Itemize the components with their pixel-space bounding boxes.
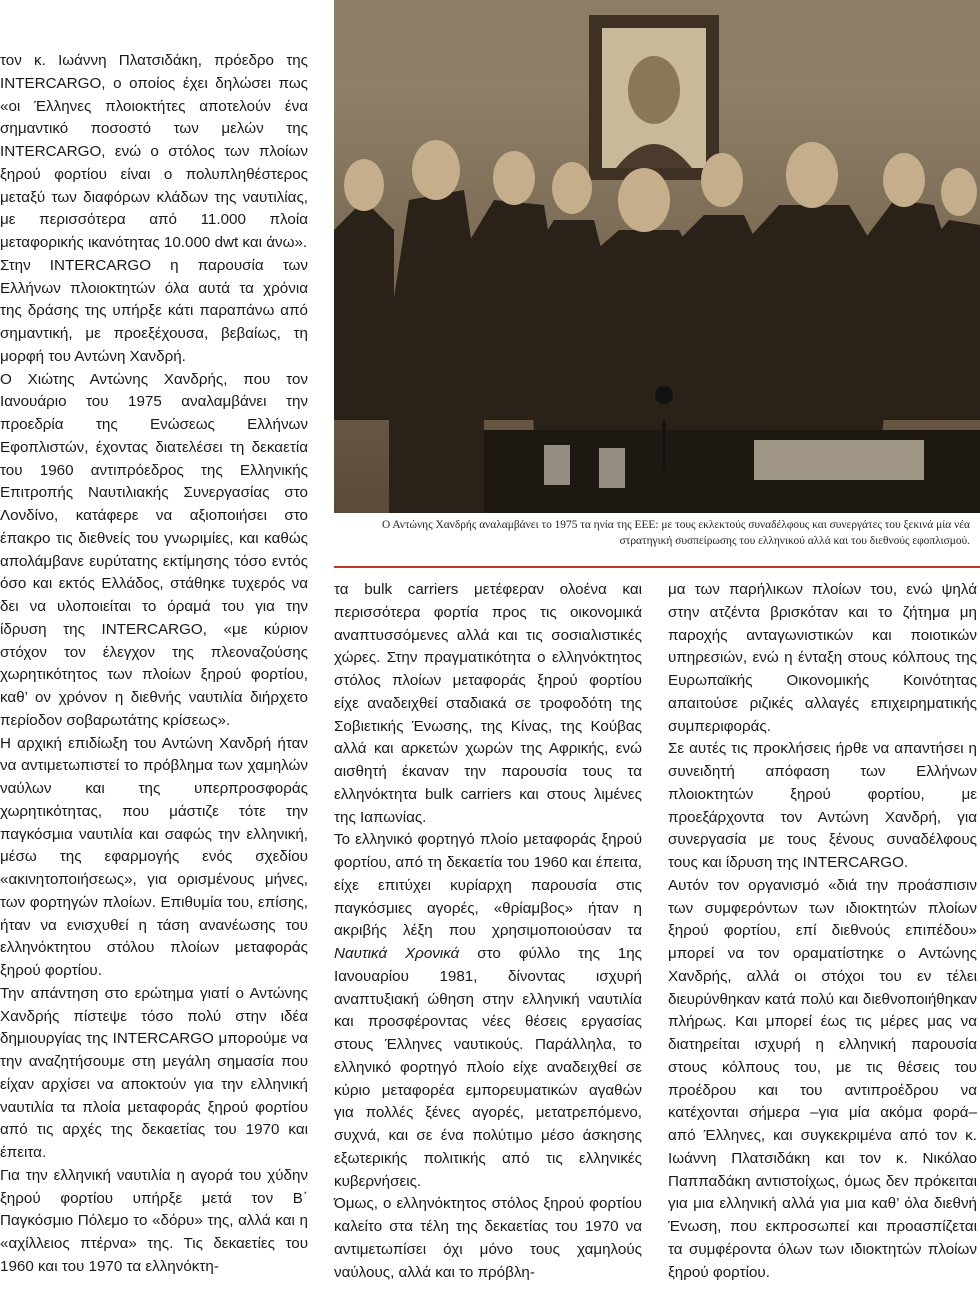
paragraph: μα των παρήλικων πλοίων του, ενώ ψηλά στην ατζέντα βρισκόταν και το ζήτημα μη παροχής ανταγωνιστικών και ποιοτικών υπηρεσιών, ενώ η ένταξη στους κόλπους της Ευρωπαϊκής Οικονομικής Κοινότητας απαιτούσε ριζικές αλλαγές επιχειρηματικής συμπεριφοράς.	[668, 581, 977, 735]
paragraph: Όμως, ο ελληνόκτητος στόλος ξηρού φορτίου καλείτο στα τέλη της δεκαετίας του 1970 να αντιμετωπίσει όχι μόνο τους χαμηλούς ναύλους, αλλά και το πρόβλη-	[334, 1195, 642, 1281]
paragraph: Την απάντηση στο ερώτημα γιατί ο Αντώνης Χανδρής πίστεψε τόσο πολύ στην ιδέα δημιουργίας της INTERCARGO μπορούμε να την αναζητήσουμε στη μεγάλη σημασία που είχαν αρχίσει να αποκτούν για την ελληνική ναυτιλία τα πλοία μεταφοράς ξηρού φορτίου από τις αρχές της δεκαετίας του 1970 και έπειτα.	[0, 984, 308, 1161]
photo-caption: Ο Αντώνης Χανδρής αναλαμβάνει το 1975 τα ηνία της ΕΕΕ: με τους εκλεκτούς συναδέλφους και συνεργάτες του ξεκινά μία νέα στρατηγική συσπείρωσης του ελληνικού αλλά και του διεθνούς εφοπλισμού.	[381, 519, 970, 547]
group-photo-illustration	[334, 0, 980, 513]
paragraph: τον κ. Ιωάννη Πλατσιδάκη, πρόεδρο της INTERCARGO, ο οποίος έχει δηλώσει πως «οι Έλληνες πλοιοκτήτες αποτελούν ένα σημαντικό ποσοστό των μελών της INTERCARGO, ενώ ο στόλος των πλοίων ξηρού φορτίου είναι ο πολυπληθέστερος μεταξύ των διαφόρων κλάδων της ναυτιλίας, με περισσότερα από 11.000 πλοία μεταφορικής ικανότητας 10.000 dwt και άνω».	[0, 52, 308, 251]
divider-rule	[334, 566, 980, 568]
paragraph: Αυτόν τον οργανισμό «διά την προάσπισιν των συμφερόντων των ιδιοκτητών πλοίων ξηρού φορτίου, επί διεθνούς επιπέδου» μπορεί να τον οραματίστηκε ο Αντώνης Χανδρής, αλλά οι στόχοι του εν τέλει διευρύνθηκαν κατά πολύ και διεθνοποιήθηκαν πλήρως. Και μπορεί έως τις μέρες μας να διατηρείται ισχυρή η ελληνική παρουσία στους κόλπους του, με τις θέσεις του προέδρου και του αντιπροέδρου να κατέχονται σήμερα –για μία ακόμα φορά– από Έλληνες, και συγκεκριμένα από τον κ. Ιωάννη Πλατσιδάκη και τον κ. Νικόλαο Παππαδάκη αντιστοίχως, όμως δεν πρόκειται για μια ελληνική αλλά για μια καθ’ όλα διεθνή Ένωση, που εκπροσωπεί και προασπίζεται τα συμφέροντα όλων των ιδιοκτητών πλοίων ξηρού φορτίου.	[668, 876, 977, 1281]
text-column-left	[0, 50, 308, 1279]
paragraph-text: στο φύλλο της 1ης Ιανουαρίου 1981, δίνοντας ισχυρή αναπτυξιακή ώθηση στην ελληνική ναυτιλία και προσφέροντας νέες θέσεις εργασίας στους Έλληνες ναυτικούς. Παράλληλα, το ελληνικό φορτηγό πλοίο είχε αναδειχθεί σε κύριο μεταφορέα εμπορευματικών αγαθών για πολλές ξένες αγορές, μετατρεπόμενο, συχνά, και σε ένα πολύτιμο μέσο άσκησης εξωτερικής πολιτικής από τις ελληνικές κυβερνήσεις.	[334, 945, 642, 1190]
paragraph: Στην INTERCARGO η παρουσία των Ελλήνων πλοιοκτητών όλα αυτά τα χρόνια της δράσης της υπήρξε κάτι παραπάνω από σημαντική, με προεξέχουσα, βεβαίως, τη μορφή του Αντώνη Χανδρή.	[0, 256, 308, 365]
paragraph: Σε αυτές τις προκλήσεις ήρθε να απαντήσει η συνειδητή απόφαση των Ελλήνων πλοιοκτητών ξηρού φορτίου, με προεξάρχοντα τον Αντώνη Χανδρή, για συνεργασία με τους ξένους συναδέλφους τους και ίδρυση της INTERCARGO.	[668, 740, 977, 871]
paragraph	[334, 829, 642, 1193]
historic-photo	[334, 0, 980, 513]
paragraph: Η αρχική επιδίωξη του Αντώνη Χανδρή ήταν να αντιμετωπιστεί το πρόβλημα των χαμηλών ναύλων και της υπερπροσφοράς χωρητικότητας, που μάστιζε τότε την παγκόσμια ναυτιλία και σαφώς την ελληνική, μέσω της εφαρμογής ενός σχεδίου «ακινητοποιήσεως», για ορισμένους μήνες, των φορτηγών πλοίων. Επιθυμία του, επίσης, ήταν να ενισχυθεί η τάση ανανέωσης του ελληνόκτητου στόλου πλοίων μεταφοράς ξηρού φορτίου.	[0, 734, 308, 979]
paragraph-text: Το ελληνικό φορτηγό πλοίο μεταφοράς ξηρού φορτίου, από τη δεκαετία του 1960 και έπειτα, είχε επιτύχει κυρίαρχη παρουσία στις παγκόσμιες αγορές, «θρίαμβος» ήταν η ακριβής λέξη που χρησιμοποιούσαν τα	[334, 831, 642, 940]
text-column-middle	[334, 579, 642, 1284]
paragraph: Ο Χιώτης Αντώνης Χανδρής, που τον Ιανουάριο του 1975 αναλαμβάνει την προεδρία της Ενώσεως Ελλήνων Εφοπλιστών, έχοντας διατελέσει τη δεκαετία του 1960 αντιπρόεδρος της Ελληνικής Επιτροπής Ναυτιλιακής Συνεργασίας στο Λονδίνο, κατάφερε να αξιοποιήσει στο έπακρο τις διεθνείς του γνωριμίες, και καθώς απολάμβανε ευρύτατης εκτίμησης τόσο εντός όσο και εκτός Ελλάδος, στάθηκε τυχερός να δει να υλοποιείται το όραμά του για την ίδρυση της INTERCARGO, «με κύριον στόχον τον έλεγχον της πλεοναζούσης χωρητικότητος των πλοίων ξηρού φορτίου, καθ’ ον χρόνον η διεθνής ναυτιλία διήρχετο περίοδον σοβαρωτάτης κρίσεως».	[0, 370, 308, 729]
text-column-right	[668, 579, 977, 1284]
newspaper-title: Ναυτικά Χρονικά	[334, 945, 460, 962]
paragraph: τα bulk carriers μετέφεραν ολοένα και περισσότερα φορτία προς τις οικονομικά αναπτυσσόμενες αλλά και τις σοσιαλιστικές χώρες. Στην πραγματικότητα ο ελληνόκτητος στόλος πλοίων μεταφοράς ξηρού φορτίου είχε αναδειχθεί σταδιακά σε τροφοδότη της Σοβιετικής Ένωσης, της Κίνας, της Κούβας αλλά και αρκετών χωρών της Αφρικής, ενώ αισθητή έκαναν την παρουσία τους τα ελληνόκτητα bulk carriers και στους λιμένες της Ιαπωνίας.	[334, 581, 642, 826]
paragraph: Για την ελληνική ναυτιλία η αγορά του χύδην ξηρού φορτίου υπήρξε μετά τον Β΄ Παγκόσμιο Πόλεμο το «δόρυ» της, αλλά και η «αχίλλειος πτέρνα» της. Τις δεκαετίες του 1960 και του 1970 τα ελληνόκτη-	[0, 1166, 308, 1275]
